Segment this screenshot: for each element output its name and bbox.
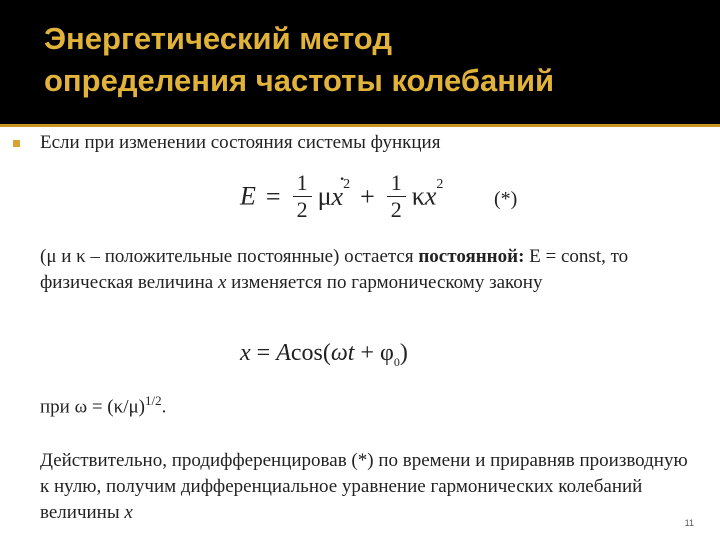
f2-omega-t: ωt (330, 340, 355, 366)
formula-equals: = (265, 181, 281, 211)
bullet-square-icon (13, 140, 20, 147)
slide-header (0, 0, 720, 124)
energy-formula (240, 170, 443, 240)
formula-kappa: κ (411, 181, 425, 211)
formula-E: E (240, 181, 256, 211)
formula-exponent-2: 2 (436, 176, 444, 192)
page-number: 11 (684, 518, 694, 528)
f2-phi: φ (380, 340, 394, 366)
p3-sup: 1/2 (145, 393, 162, 408)
paragraph-omega (40, 388, 166, 420)
formula-exponent: 2 (343, 176, 351, 192)
p2-x: x (217, 272, 227, 293)
f2-sub0: 0 (393, 354, 400, 369)
formula-x: x (424, 181, 437, 211)
title-line-1: Энергетический метод (44, 21, 392, 56)
f2-A: A (276, 340, 291, 366)
p3-text-b: . (161, 396, 167, 418)
p2-text-a: (μ и κ – положительные постоянные) остается (40, 246, 419, 267)
paragraph-intro: Если при изменении состояния системы функция (40, 132, 441, 153)
accent-divider (0, 124, 720, 127)
paragraph-derivation (40, 448, 700, 526)
fraction-numerator-2: 1 (387, 170, 406, 197)
p2-text-b: E = const, то физическая величина (40, 246, 629, 293)
f2-eq: = (250, 340, 277, 366)
fraction-one-half-2 (387, 170, 406, 223)
p2-text-c: изменяется по гармоническому закону (226, 272, 543, 293)
fraction-numerator: 1 (293, 170, 312, 197)
equation-label: (*) (494, 188, 518, 210)
paragraph-conditions (40, 244, 700, 296)
fraction-denominator-2: 2 (390, 197, 402, 222)
fraction-denominator: 2 (296, 197, 308, 222)
p4-x: x (124, 502, 133, 523)
harmonic-law-formula (240, 340, 408, 380)
fraction-one-half (293, 170, 312, 223)
title-line-2: определения частоты колебаний (44, 63, 555, 98)
formula-plus: + (360, 181, 375, 211)
f2-close: ) (399, 340, 408, 366)
slide-title (44, 18, 704, 102)
p2-bold: постоянной: (418, 246, 525, 267)
formula-x-dot: · x (332, 182, 344, 212)
p3-text-a: при ω = (κ/μ) (40, 396, 146, 418)
f2-cos: cos( (290, 340, 331, 366)
f2-plus: + (354, 340, 381, 366)
formula-mu: μ (317, 181, 332, 211)
f2-x: x (240, 340, 251, 366)
p4-text: Действительно, продифференцировав (*) по времени и приравняв производную к нулю, получим дифференциальное уравнение гармонических колебаний величины (40, 450, 688, 523)
